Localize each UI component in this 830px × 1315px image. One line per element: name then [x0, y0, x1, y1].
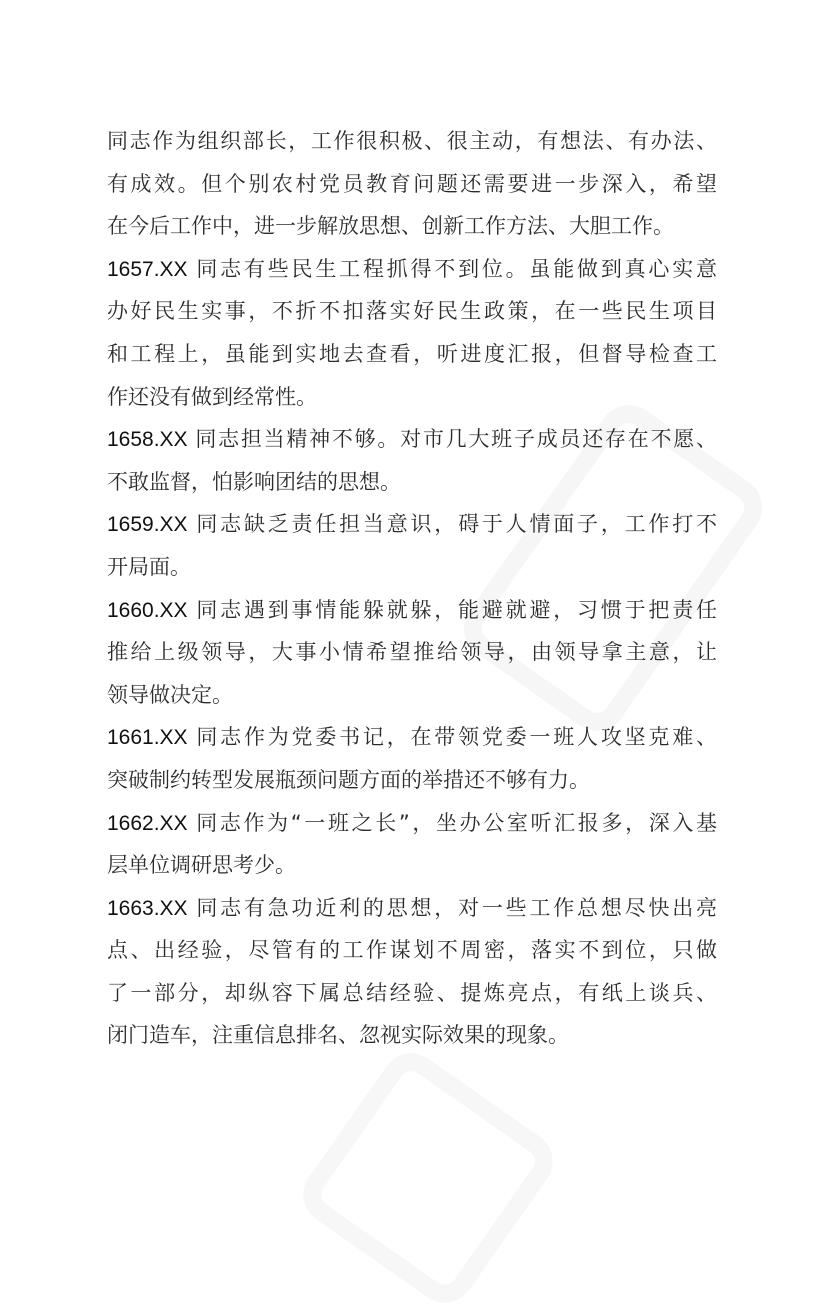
text-line — [107, 589, 717, 632]
text-line — [107, 120, 717, 163]
line-text: 突破制约转型发展瓶颈问题方面的举措还不够有力。 — [107, 767, 590, 792]
line-text: 开局面。 — [107, 554, 191, 579]
paragraph — [107, 802, 717, 887]
line-text: 办好民生实事，不折不扣落实好民生政策，在一些民生项目 — [107, 299, 717, 324]
line-text: 同志缺乏责任担当意识，碍于人情面子，工作打不 — [193, 512, 717, 537]
line-text: 和工程上，虽能到实地去查看，听进度汇报，但督导检查工 — [107, 341, 717, 366]
text-line — [107, 887, 717, 930]
line-text: 不敢监督，怕影响团结的思想。 — [107, 469, 401, 494]
paragraph — [107, 887, 717, 1057]
text-line — [107, 546, 717, 589]
text-line — [107, 418, 717, 461]
item-number: 1662.XX — [107, 811, 188, 835]
paragraph — [107, 120, 717, 248]
document-body — [107, 120, 717, 1057]
watermark — [292, 1042, 565, 1315]
text-line — [107, 163, 717, 206]
item-number: 1663.XX — [107, 896, 188, 920]
text-line — [107, 205, 717, 248]
item-number: 1657.XX — [107, 257, 188, 281]
line-text: 闭门造车，注重信息排名、忽视实际效果的现象。 — [107, 1023, 569, 1048]
text-line — [107, 844, 717, 887]
item-number: 1660.XX — [107, 598, 188, 622]
text-line — [107, 674, 717, 717]
paragraph — [107, 418, 717, 503]
line-text: 层单位调研思考少。 — [107, 853, 296, 878]
item-number: 1661.XX — [107, 726, 188, 750]
text-line — [107, 759, 717, 802]
text-line — [107, 503, 717, 546]
text-line — [107, 376, 717, 419]
paragraph — [107, 716, 717, 801]
line-text: 同志作为“一班之长”，坐办公室听汇报多，深入基 — [193, 810, 717, 835]
text-line — [107, 248, 717, 291]
line-text: 同志担当精神不够。对市几大班子成员还存在不愿、 — [193, 427, 717, 452]
line-text: 点、出经验，尽管有的工作谋划不周密，落实不到位，只做 — [107, 938, 717, 963]
line-text: 同志作为组织部长，工作很积极、很主动，有想法、有办法、 — [107, 129, 717, 153]
line-text: 同志有急功近利的思想，对一些工作总想尽快出亮 — [193, 895, 717, 920]
text-line — [107, 716, 717, 759]
line-text: 同志有些民生工程抓得不到位。虽能做到真心实意 — [193, 256, 717, 281]
line-text: 作还没有做到经常性。 — [107, 384, 317, 409]
line-text: 有成效。但个别农村党员教育问题还需要进一步深入，希望 — [107, 171, 717, 196]
text-line — [107, 333, 717, 376]
line-text: 在今后工作中，进一步解放思想、创新工作方法、大胆工作。 — [107, 214, 674, 239]
paragraph — [107, 503, 717, 588]
text-line — [107, 1014, 717, 1057]
text-line — [107, 461, 717, 504]
line-text: 领导做决定。 — [107, 682, 233, 707]
text-line — [107, 802, 717, 845]
item-number: 1659.XX — [107, 513, 188, 537]
paragraph — [107, 248, 717, 418]
item-number: 1658.XX — [107, 428, 188, 452]
line-text: 了一部分，却纵容下属总结经验、提炼亮点，有纸上谈兵、 — [107, 980, 717, 1005]
line-text: 同志作为党委书记，在带领党委一班人攻坚克难、 — [193, 725, 717, 750]
line-text: 同志遇到事情能躲就躲，能避就避，习惯于把责任 — [193, 597, 717, 622]
paragraph — [107, 589, 717, 717]
text-line — [107, 631, 717, 674]
text-line — [107, 972, 717, 1015]
text-line — [107, 290, 717, 333]
text-line — [107, 929, 717, 972]
line-text: 推给上级领导，大事小情希望推给领导，由领导拿主意，让 — [107, 640, 717, 665]
